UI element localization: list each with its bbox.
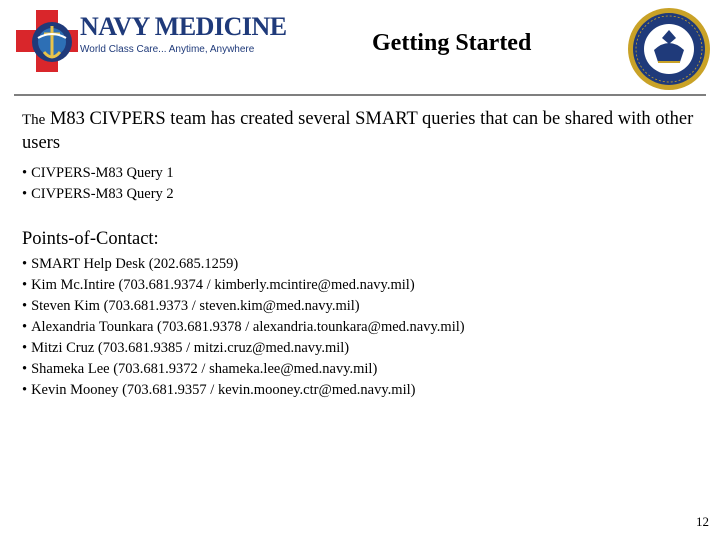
navy-seal-icon	[626, 6, 712, 92]
list-item: • Alexandria Tounkara (703.681.9378 / alexandria.tounkara@med.navy.mil)	[22, 319, 465, 335]
list-item: • CIVPERS-M83 Query 2	[22, 186, 174, 202]
list-item: • SMART Help Desk (202.685.1259)	[22, 256, 239, 272]
page-number: 12	[696, 514, 709, 529]
navy-medicine-emblem-icon	[14, 8, 84, 78]
poc-heading: Points-of-Contact:	[22, 229, 159, 249]
contact-list	[22, 254, 702, 401]
intro-text: M83 CIVPERS team has created several SMART queries that can be shared with other users	[22, 109, 694, 153]
header-divider	[14, 94, 706, 96]
list-item: • Kevin Mooney (703.681.9357 / kevin.mooney.ctr@med.navy.mil)	[22, 382, 416, 398]
list-item: • CIVPERS-M83 Query 1	[22, 165, 174, 181]
list-item: • Mitzi Cruz (703.681.9385 / mitzi.cruz@med.navy.mil)	[22, 340, 350, 356]
logo-brand-text: NAVY MEDICINE	[80, 12, 287, 41]
intro-paragraph	[22, 108, 702, 155]
slide-content	[22, 108, 702, 401]
list-item: • Steven Kim (703.681.9373 / steven.kim@med.navy.mil)	[22, 298, 360, 314]
department-of-navy-seal	[626, 6, 712, 92]
list-item: • Kim Mc.Intire (703.681.9374 / kimberly.mcintire@med.navy.mil)	[22, 277, 415, 293]
logo-tagline: World Class Care... Anytime, Anywhere	[80, 44, 255, 55]
page-title: Getting Started	[372, 30, 532, 56]
query-list	[22, 163, 702, 205]
list-item: • Shameka Lee (703.681.9372 / shameka.lee@med.navy.mil)	[22, 361, 378, 377]
intro-lead: The	[22, 112, 46, 128]
